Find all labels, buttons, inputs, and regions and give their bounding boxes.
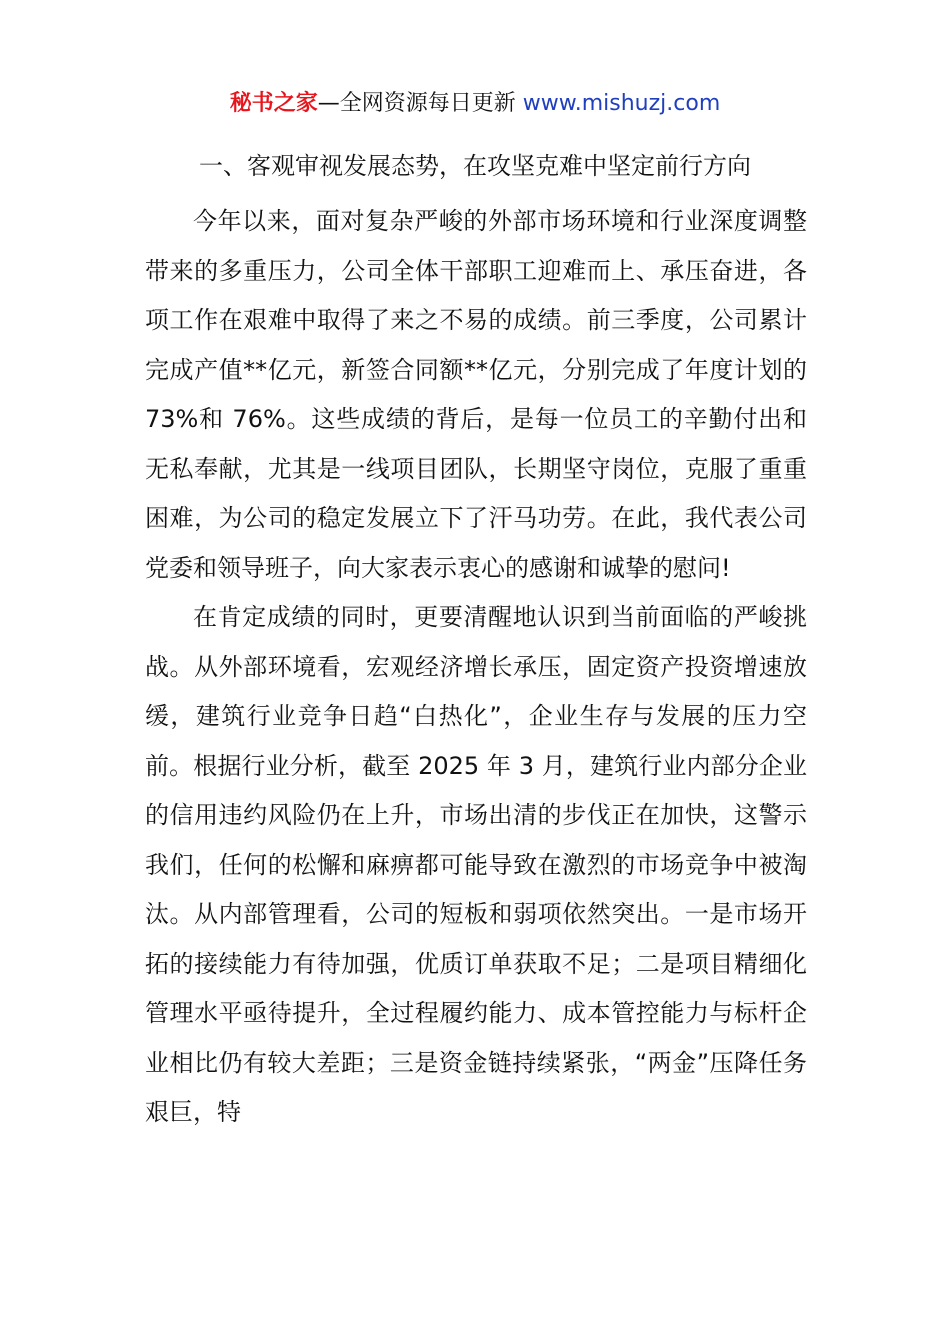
header-tagline: —全网资源每日更新 <box>317 91 516 116</box>
section-heading: 一、客观审视发展态势，在攻坚克难中坚定前行方向 <box>199 152 751 180</box>
site-header <box>0 88 950 120</box>
paragraph-challenges: 在肯定成绩的同时，更要清醒地认识到当前面临的严峻挑战。从外部环境看，宏观经济增长承压，固定资产投资增速放缓，建筑行业竞争日趋“白热化”，企业生存与发展的压力空前。根据行业分析，截至 2025 年 3 月，建筑行业内部分企业的信用违约风险仍在上升，市场出清的步伐正在加快，这警示我们，任何的松懈和麻痹都可能导致在激烈的市场竞争中被淘汰。从内部管理看，公司的短板和弱项依然突出。一是市场开拓的接续能力有待加强，优质订单获取不足；二是项目精细化管理水平亟待提升，全过程履约能力、成本管控能力与标杆企业相比仍有较大差距；三是资金链持续紧张，“两金”压降任务艰巨，特 <box>145 603 807 1126</box>
paragraph-achievements: 今年以来，面对复杂严峻的外部市场环境和行业深度调整带来的多重压力，公司全体干部职工迎难而上、承压奋进，各项工作在艰难中取得了来之不易的成绩。前三季度，公司累计完成产值**亿元，新签合同额**亿元，分别完成了年度计划的 73%和 76%。这些成绩的背后，是每一位员工的辛勤付出和无私奉献，尤其是一线项目团队，长期坚守岗位，克服了重重困难，为公司的稳定发展立下了汗马功劳。在此，我代表公司党委和领导班子，向大家表示衷心的感谢和诚挚的慰问! <box>145 207 807 582</box>
document-body <box>145 197 807 1138</box>
brand-name: 秘书之家 <box>229 91 318 116</box>
site-url-link[interactable]: www.mishuzj.com <box>522 91 721 116</box>
